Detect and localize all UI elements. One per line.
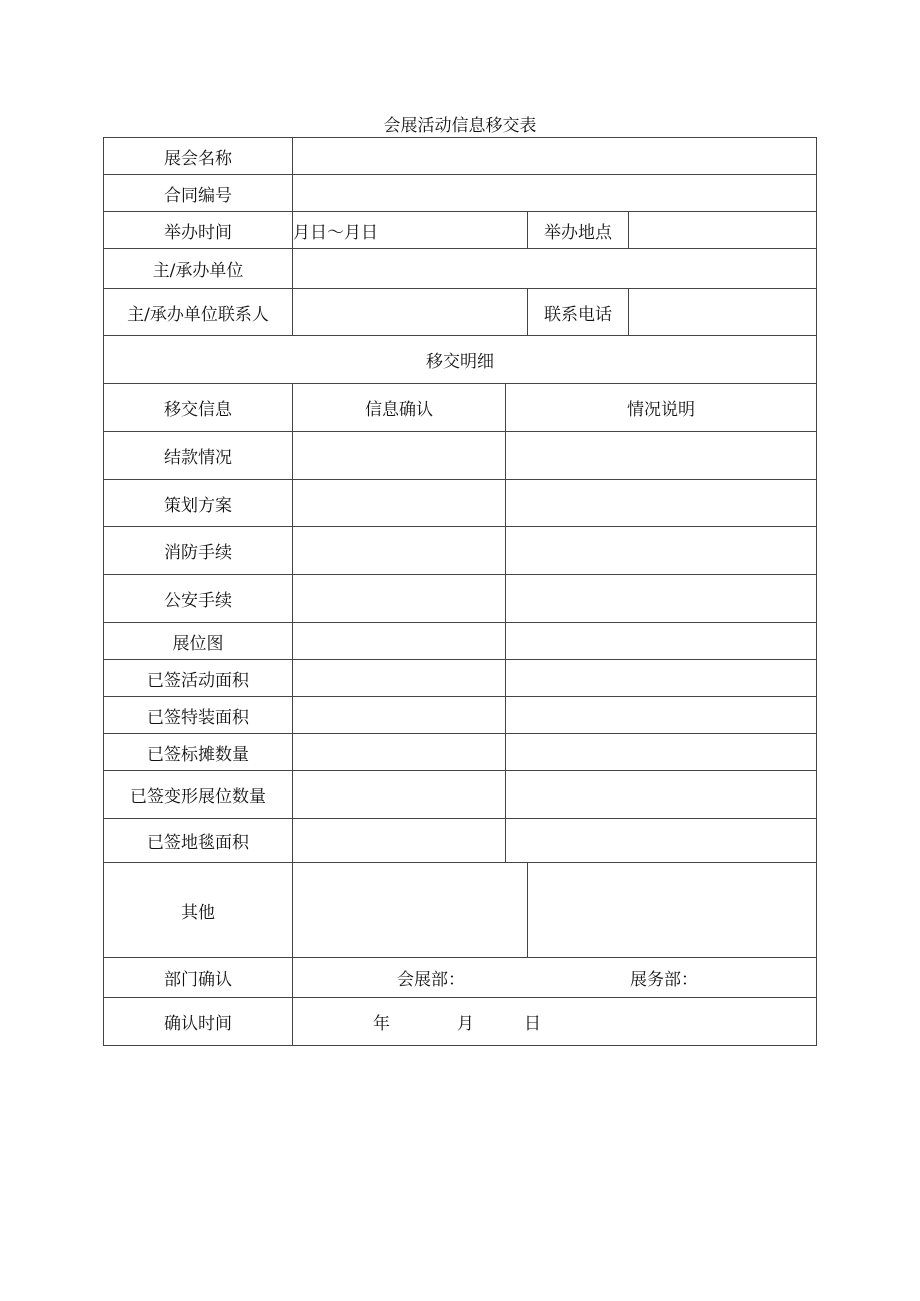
item-confirm-cell[interactable] xyxy=(293,527,506,575)
item-label: 结款情况 xyxy=(104,432,293,480)
item-label: 已签特装面积 xyxy=(104,697,293,734)
item-note-cell[interactable] xyxy=(506,527,817,575)
table-row xyxy=(104,734,817,771)
item-note-cell[interactable] xyxy=(506,771,817,819)
label-contract-no: 合同编号 xyxy=(104,175,293,212)
item-note-cell[interactable] xyxy=(506,734,817,771)
col-header-info: 移交信息 xyxy=(104,384,293,432)
field-organizer[interactable] xyxy=(293,249,817,289)
item-confirm-cell[interactable] xyxy=(293,863,528,958)
form-title: 会展活动信息移交表 xyxy=(383,116,537,136)
table-row xyxy=(104,432,817,480)
label-confirm-time: 确认时间 xyxy=(104,998,293,1046)
item-label: 其他 xyxy=(104,863,293,958)
label-dept-confirm: 部门确认 xyxy=(104,958,293,998)
label-contact-phone: 联系电话 xyxy=(528,289,629,336)
field-confirm-time[interactable] xyxy=(293,998,817,1046)
item-label: 已签变形展位数量 xyxy=(104,771,293,819)
item-confirm-cell[interactable] xyxy=(293,575,506,623)
table-row xyxy=(104,819,817,863)
table-row xyxy=(104,623,817,660)
table-row xyxy=(104,575,817,623)
section-title: 移交明细 xyxy=(104,336,817,384)
row-section-title xyxy=(104,336,817,384)
label-hold-time: 举办时间 xyxy=(104,212,293,249)
row-exhibition-name xyxy=(104,138,817,175)
row-confirm-time xyxy=(104,998,817,1046)
row-dept-confirm xyxy=(104,958,817,998)
label-organizer-contact: 主/承办单位联系人 xyxy=(104,289,293,336)
date-day-label: 日 xyxy=(524,1014,541,1034)
item-note-cell[interactable] xyxy=(506,575,817,623)
item-note-cell[interactable] xyxy=(506,660,817,697)
table-row xyxy=(104,771,817,819)
field-exhibition-name[interactable] xyxy=(293,138,817,175)
item-confirm-cell[interactable] xyxy=(293,771,506,819)
col-header-confirm: 信息确认 xyxy=(293,384,506,432)
label-organizer: 主/承办单位 xyxy=(104,249,293,289)
item-label: 策划方案 xyxy=(104,480,293,527)
item-confirm-cell[interactable] xyxy=(293,660,506,697)
col-header-note: 情况说明 xyxy=(506,384,817,432)
field-dept-confirm[interactable] xyxy=(293,958,817,998)
field-contact-phone[interactable] xyxy=(629,289,817,336)
item-label: 已签标摊数量 xyxy=(104,734,293,771)
date-month-label: 月 xyxy=(457,1014,474,1034)
item-confirm-cell[interactable] xyxy=(293,819,506,863)
item-label: 展位图 xyxy=(104,623,293,660)
field-contract-no[interactable] xyxy=(293,175,817,212)
date-year-label: 年 xyxy=(373,1014,390,1034)
row-organizer-contact xyxy=(104,289,817,336)
table-row xyxy=(104,863,817,958)
item-label: 公安手续 xyxy=(104,575,293,623)
row-hold-time xyxy=(104,212,817,249)
row-organizer xyxy=(104,249,817,289)
label-hold-place: 举办地点 xyxy=(528,212,629,249)
field-organizer-contact[interactable] xyxy=(293,289,528,336)
item-note-cell[interactable] xyxy=(506,697,817,734)
table-row xyxy=(104,697,817,734)
handover-form-table xyxy=(103,137,817,1046)
item-note-cell[interactable] xyxy=(528,863,817,958)
field-hold-time[interactable]: 月日～月日 xyxy=(293,212,528,249)
row-contract-no xyxy=(104,175,817,212)
item-note-cell[interactable] xyxy=(506,623,817,660)
item-confirm-cell[interactable] xyxy=(293,480,506,527)
item-label: 消防手续 xyxy=(104,527,293,575)
item-note-cell[interactable] xyxy=(506,480,817,527)
item-confirm-cell[interactable] xyxy=(293,697,506,734)
item-confirm-cell[interactable] xyxy=(293,623,506,660)
dept-service-label: 展务部： xyxy=(630,970,698,990)
table-row xyxy=(104,480,817,527)
item-label: 已签地毯面积 xyxy=(104,819,293,863)
table-row xyxy=(104,660,817,697)
item-note-cell[interactable] xyxy=(506,432,817,480)
item-confirm-cell[interactable] xyxy=(293,432,506,480)
row-column-headers xyxy=(104,384,817,432)
table-row xyxy=(104,527,817,575)
field-hold-place[interactable] xyxy=(629,212,817,249)
item-confirm-cell[interactable] xyxy=(293,734,506,771)
dept-exhibition-label: 会展部： xyxy=(397,970,465,990)
item-label: 已签活动面积 xyxy=(104,660,293,697)
item-note-cell[interactable] xyxy=(506,819,817,863)
label-exhibition-name: 展会名称 xyxy=(104,138,293,175)
